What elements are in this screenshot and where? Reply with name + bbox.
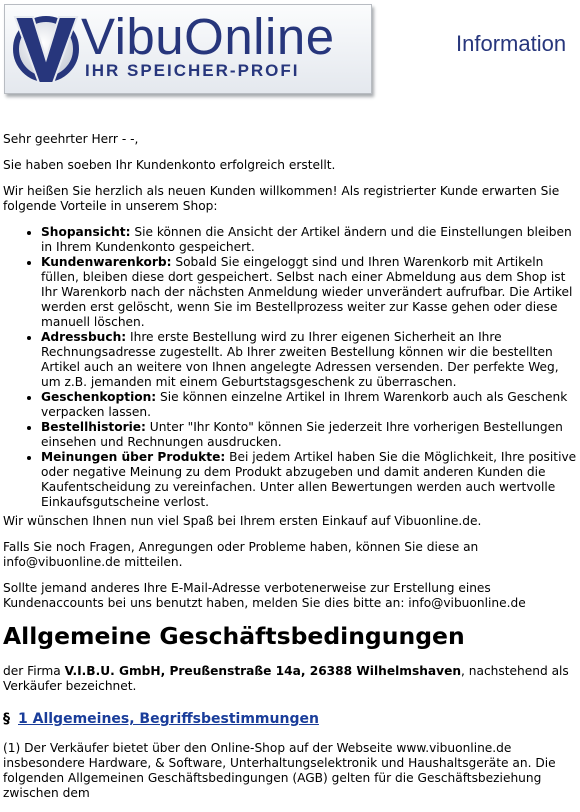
benefit-term: Shopansicht: (41, 225, 131, 239)
section-1-text: (1) Der Verkäufer bietet über den Online-Shop auf der Webseite www.vibuonline.de insbesondere Hardware, & Software, Unterhaltungselektronik und Haushaltsgeräte an. Die folgenden Allgemeinen Geschäftsbedingungen (AGB) gelten für die Geschäftsbeziehung zwischen dem (3, 741, 556, 800)
email-body (3, 132, 580, 812)
benefit-term: Adressbuch: (41, 330, 127, 344)
section-symbol: § (3, 711, 10, 727)
benefit-term: Bestellhistorie: (41, 420, 146, 434)
benefits-list (3, 225, 580, 510)
benefit-item (41, 330, 580, 390)
header (0, 0, 580, 100)
company-prefix: der Firma (3, 664, 65, 678)
company-name: V.I.B.U. GmbH, Preußenstraße 14a, 26388 Wilhelmshaven (64, 664, 462, 678)
benefit-text: Sie können die Ansicht der Artikel ändern und die Einstellungen bleiben in Ihrem Kundenkonto gespeichert. (41, 225, 572, 254)
benefit-text: Unter "Ihr Konto" können Sie jederzeit Ihre vorherigen Bestellungen einsehen und Rechnungen ausdrucken. (41, 420, 563, 449)
logo-v-emblem-icon (13, 11, 79, 87)
benefit-text: Ihre erste Bestellung wird zu Ihrer eigenen Sicherheit an Ihre Rechnungsadresse zugestellt. Ab Ihrer zweiten Bestellung können wir die bestellten Artikel auch an weitere von Ihnen angelegte Adressen versenden. Der perfekte Weg, um z.B. jemanden mit einem Geburtstagsgeschenk zu überraschen. (41, 330, 559, 389)
benefit-item (41, 420, 580, 450)
account-created-text: Sie haben soeben Ihr Kundenkonto erfolgreich erstellt. (3, 158, 336, 172)
page-title: Information (456, 31, 567, 56)
welcome-text: Wir heißen Sie herzlich als neuen Kunden willkommen! Als registrierter Kunde erwarten Sie folgende Vorteile in unserem Shop: (3, 184, 560, 213)
section-1-heading (3, 712, 580, 727)
section-1-link[interactable]: 1 Allgemeines, Begriffsbestimmungen (18, 711, 319, 727)
benefit-item (41, 255, 580, 330)
benefit-item (41, 390, 580, 420)
vibuonline-logo[interactable] (4, 4, 372, 94)
company-line (3, 664, 580, 694)
misuse-text: Sollte jemand anderes Ihre E-Mail-Adresse verbotenerweise zur Erstellung eines Kundenaccounts bei uns benutzt haben, melden Sie dies bitte an: info@vibuonline.de (3, 581, 526, 610)
greeting: Sehr geehrter Herr - -, (3, 132, 139, 146)
logo-tagline: IHR SPEICHER-PROFI (85, 61, 300, 80)
benefit-text: Sie können einzelne Artikel in Ihrem Warenkorb auch als Geschenk verpacken lassen. (41, 390, 568, 419)
questions-text: Falls Sie noch Fragen, Anregungen oder Probleme haben, können Sie diese an info@vibuonline.de mitteilen. (3, 540, 479, 569)
benefit-term: Kundenwarenkorb: (41, 255, 172, 269)
benefit-text: Bei jedem Artikel haben Sie die Möglichkeit, Ihre positive oder negative Meinung zu dem Produkt abzugeben und damit anderen Kunden die Kaufentscheidung zu vereinfachen. Unter allen Bewertungen werden auch wertvolle Einkaufsgutscheine verlost. (41, 450, 577, 509)
benefit-item (41, 225, 580, 255)
agb-heading: Allgemeine Geschäftsbedingungen (3, 622, 465, 650)
benefit-term: Geschenkoption: (41, 390, 157, 404)
logo-wordmark: VibuOnline (81, 8, 335, 65)
benefit-term: Meinungen über Produkte: (41, 450, 226, 464)
company-suffix: , nachstehend als Verkäufer bezeichnet. (3, 664, 569, 693)
benefit-item (41, 450, 580, 510)
wish-text: Wir wünschen Ihnen nun viel Spaß bei Ihrem ersten Einkauf auf Vibuonline.de. (3, 514, 482, 528)
benefit-text: Sobald Sie eingeloggt sind und Ihren Warenkorb mit Artikeln füllen, bleiben diese dort gespeichert. Selbst nach einer Abmeldung aus dem Shop ist Ihr Warenkorb nach der nächsten Anmeldung wieder unverändert aufrufbar. Die Artikel werden erst gelöscht, wenn Sie im Bestellprozess weiter zur Kasse gehen oder diese manuell löschen. (41, 255, 573, 329)
